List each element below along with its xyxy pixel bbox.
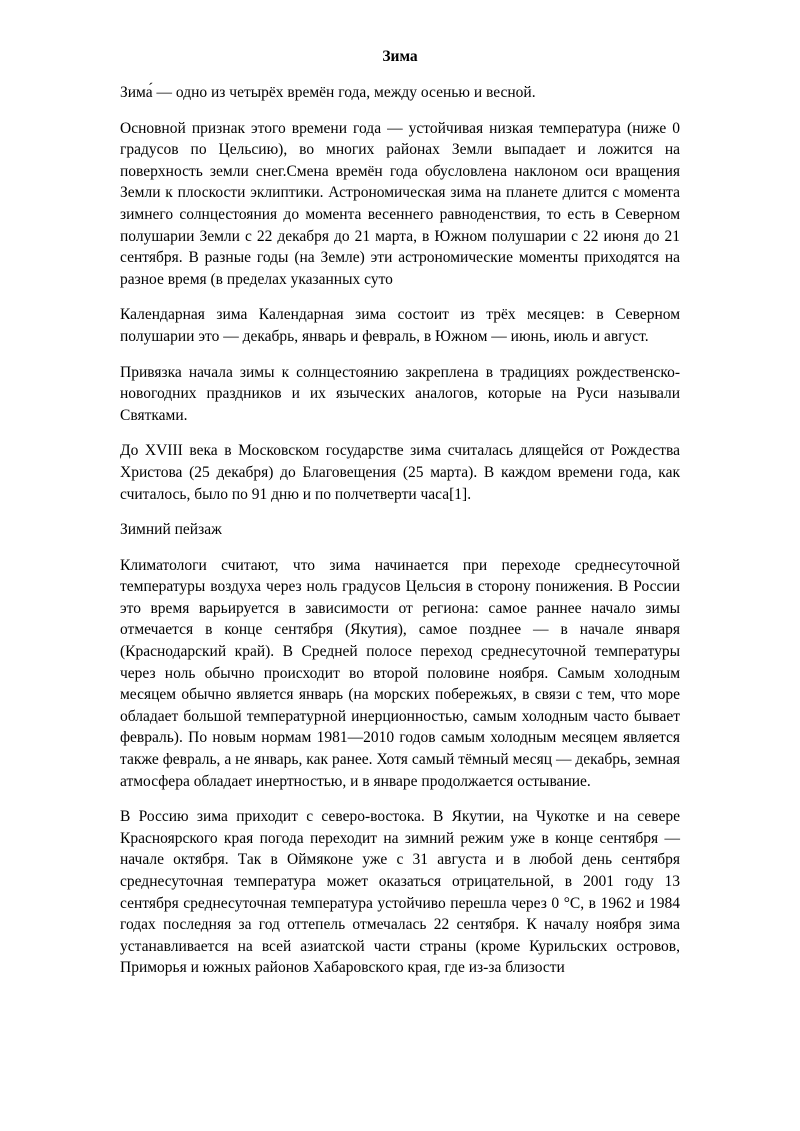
paragraph-intro: Зима́ — одно из четырёх времён года, между осенью и весной. [120, 84, 536, 101]
paragraph-moscow-state: До XVIII века в Московском государстве зима считалась длящейся от Рождества Христова (25 декабря) до Благовещения (25 марта). В каждом времени года, как считалось, было по 91 дню и по полчетверти часа[1]. [120, 442, 680, 503]
paragraph-climatologists: Климатологи считают, что зима начинается при переходе среднесуточной температуры воздуха через ноль градусов Цельсия в сторону понижения. В России это время варьируется в зависимости от региона: самое раннее начало зимы отмечается в конце сентября (Якутия), самое позднее — в начале января (Краснодарский край). В Средней полосе переход среднесуточной температуры через ноль обычно происходит во второй половине ноября. Самым холодным месяцем обычно является январь (на морских побережьях, в связи с тем, что море обладает большой температурной инерционностью, самым холодным часто бывает февраль). По новым нормам 1981—2010 годов самым холодным месяцем является также февраль, а не январь, как ранее. Хотя самый тёмный месяц — декабрь, земная атмосфера обладает инертностью, и в январе продолжается остывание. [120, 556, 680, 790]
paragraph-russia-winter: В Россию зима приходит с северо-востока. В Якутии, на Чукотке и на севере Красноярского края погода переходит на зимний режим уже в конце сентября — начале октября. Так в Оймяконе уже с 31 августа и в любой день сентября среднесуточная температура может оказаться отрицательной, в 2001 году 13 сентября среднесуточная температура устойчиво перешла через 0 °C, в 1962 и 1984 годах последняя за год оттепель отмечалась 22 сентября. К началу ноября зима устанавливается на всей азиатской части страны (кроме Курильских островов, Приморья и южных районов Хабаровского края, где из-за близости [120, 808, 680, 977]
paragraph-solstice-tradition: Привязка начала зимы к солнцестоянию закреплена в традициях рождественско-новогодних праздников и их языческих аналогов, которые на Руси называли Святками. [120, 363, 680, 424]
paragraph-calendar-winter: Календарная зима Календарная зима состоит из трёх месяцев: в Северном полушарии это — декабрь, январь и февраль, в Южном — июнь, июль и август. [120, 306, 680, 345]
document-title: Зима [382, 48, 418, 65]
document-page [120, 46, 680, 993]
paragraph-main-feature: Основной признак этого времени года — устойчивая низкая температура (ниже 0 градусов по Цельсию), во многих районах Земли выпадает и ложится на поверхность земли снег.Смена времён года обусловлена наклоном оси вращения Земли к плоскости эклиптики. Астрономическая зима на планете длится с момента зимнего солнцестояния до момента весеннего равноденствия, то есть в Северном полушарии Земли с 22 декабря до 21 марта, в Южном полушарии с 22 июня до 21 сентября. В разные годы (на Земле) эти астрономические моменты приходятся на разное время (в пределах указанных суто [120, 119, 680, 288]
paragraph-winter-landscape: Зимний пейзаж [120, 521, 222, 539]
